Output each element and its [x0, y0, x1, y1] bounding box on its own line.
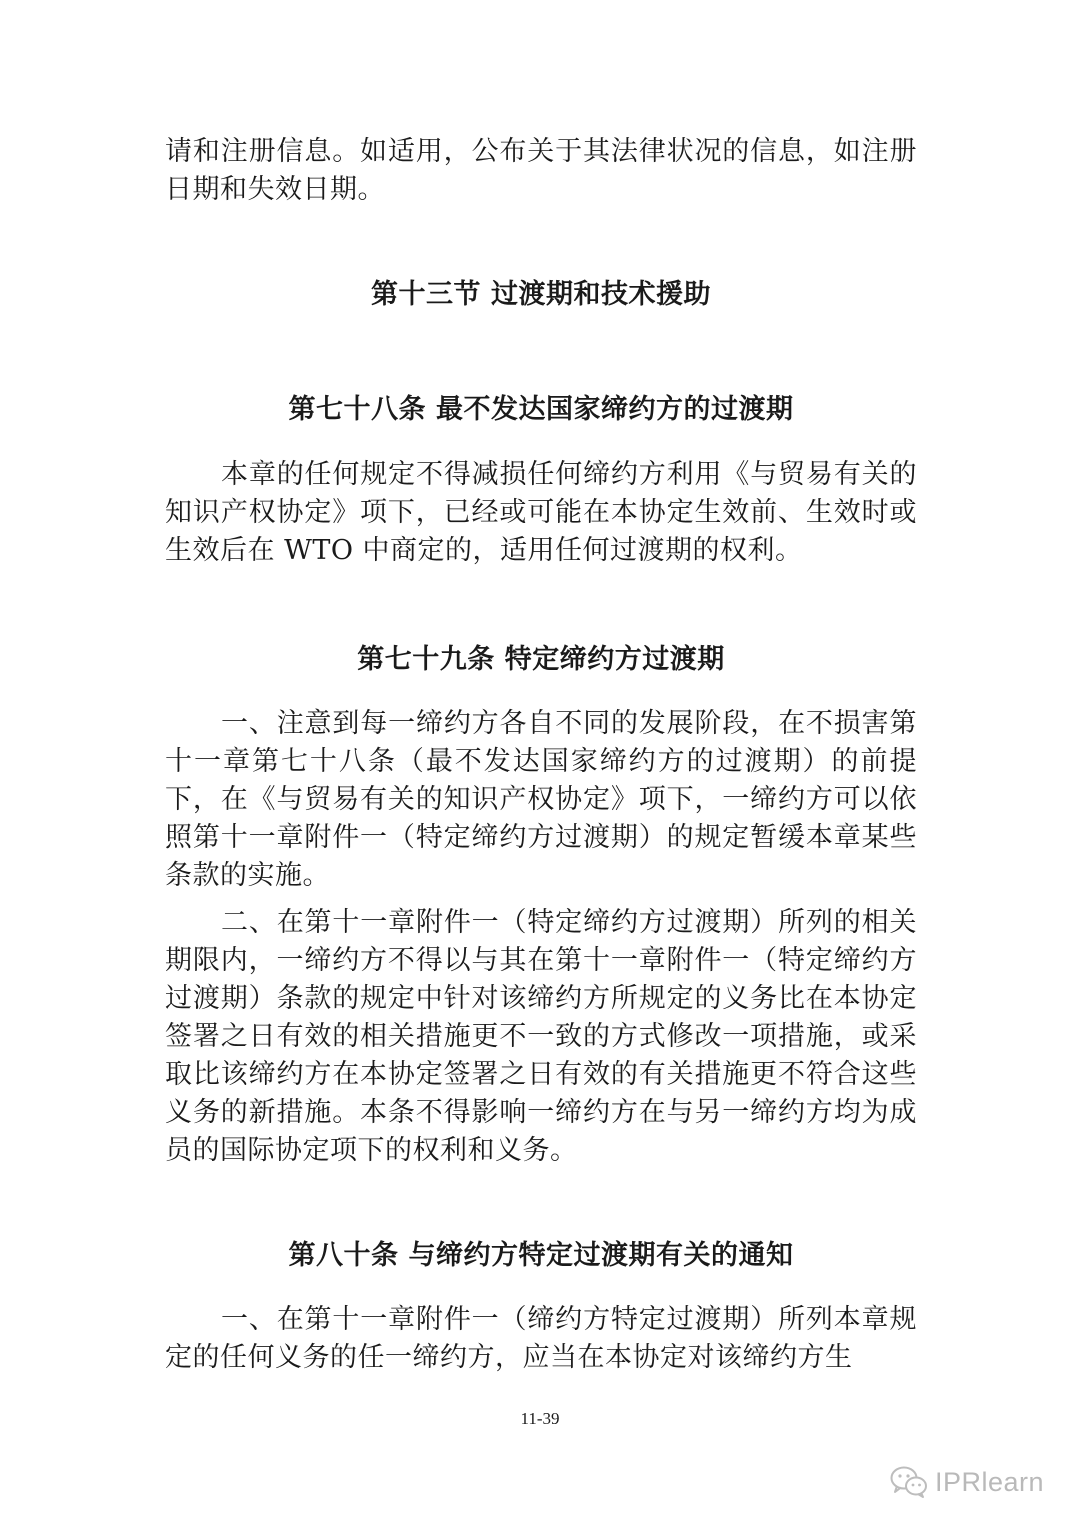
paragraph-registration-info	[165, 133, 917, 209]
article-79-heading: 第七十九条 特定缔约方过渡期	[357, 644, 725, 675]
paragraph-article-80-1	[165, 1301, 917, 1377]
paragraph-article-79-2	[165, 904, 917, 1170]
watermark	[889, 1462, 1044, 1502]
page-number: 11-39	[520, 1409, 560, 1428]
paragraph-article-79-1	[165, 705, 917, 895]
paragraph-text: 本章的任何规定不得减损任何缔约方利用《与贸易有关的知识产权协定》项下，已经或可能在本协定生效前、生效时或生效后在 WTO 中商定的，适用任何过渡期的权利。	[165, 459, 917, 566]
paragraph-article-78	[165, 456, 917, 570]
paragraph-text: 二、在第十一章附件一（特定缔约方过渡期）所列的相关期限内，一缔约方不得以与其在第十一章附件一（特定缔约方过渡期）条款的规定中针对该缔约方所规定的义务比在本协定签署之日有效的相关措施更不一致的方式修改一项措施，或采取比该缔约方在本协定签署之日有效的有关措施更不符合这些义务的新措施。本条不得影响一缔约方在与另一缔约方均为成员的国际协定项下的权利和义务。	[165, 907, 917, 1166]
wechat-icon	[889, 1465, 929, 1499]
section-heading: 第十三节 过渡期和技术援助	[371, 279, 711, 310]
article-78-heading: 第七十八条 最不发达国家缔约方的过渡期	[288, 394, 794, 425]
watermark-text: IPRlearn	[934, 1466, 1044, 1497]
paragraph-text: 请和注册信息。如适用，公布关于其法律状况的信息，如注册日期和失效日期。	[165, 136, 917, 205]
article-80-heading: 第八十条 与缔约方特定过渡期有关的通知	[288, 1240, 794, 1271]
paragraph-text: 一、在第十一章附件一（缔约方特定过渡期）所列本章规定的任何义务的任一缔约方，应当在本协定对该缔约方生	[165, 1304, 917, 1373]
paragraph-text: 一、注意到每一缔约方各自不同的发展阶段，在不损害第十一章第七十八条（最不发达国家缔约方的过渡期）的前提下，在《与贸易有关的知识产权协定》项下，一缔约方可以依照第十一章附件一（特定缔约方过渡期）的规定暂缓本章某些条款的实施。	[165, 708, 917, 891]
